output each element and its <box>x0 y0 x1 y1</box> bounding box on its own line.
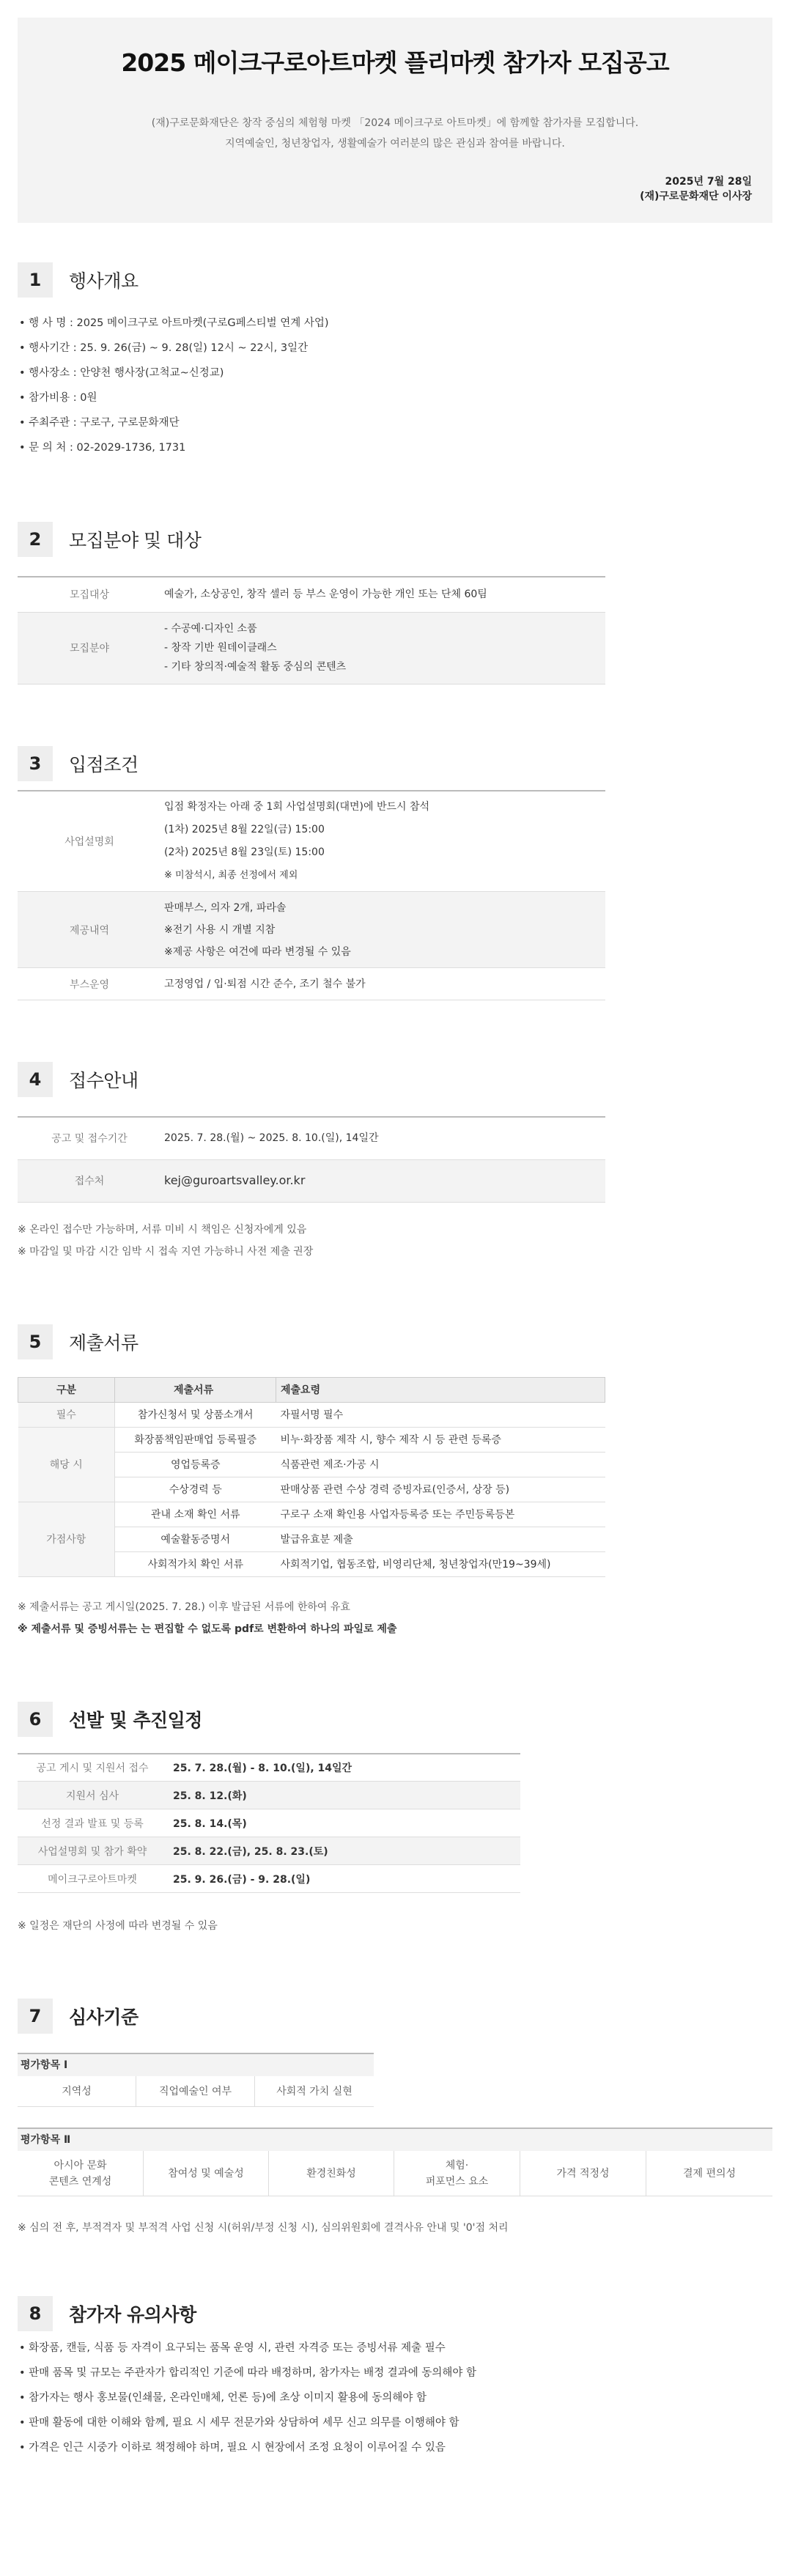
evaluation-caption: 평가항목 Ⅰ <box>18 2054 374 2076</box>
evaluation-table-2 <box>18 2127 772 2196</box>
criterion-cell: 환경친화성 <box>269 2151 394 2196</box>
section-required-documents <box>18 1324 772 1640</box>
column-header: 제출서류 <box>115 1377 276 1402</box>
table-row <box>18 1754 520 1782</box>
criterion-line: 아시아 문화 <box>53 2159 107 2171</box>
overview-item: • 문 의 처 : 02-2029-1736, 1731 <box>19 442 186 454</box>
provide-value <box>161 892 605 968</box>
doc-name: 수상경력 등 <box>115 1477 276 1502</box>
booth-value: 고정영업 / 입·퇴점 시간 준수, 조기 철수 불가 <box>161 968 605 1000</box>
documents-table <box>18 1377 605 1577</box>
criterion-cell: 사회적 가치 실현 <box>255 2076 374 2107</box>
doc-name: 영업등록증 <box>115 1452 276 1477</box>
schedule-date: 25. 8. 22.(금), 25. 8. 23.(토) <box>167 1837 520 1865</box>
table-row <box>18 791 605 892</box>
table-row <box>18 1809 520 1837</box>
provide-item: ※전기 사용 시 개별 지참 <box>164 923 276 936</box>
section-title: 행사개요 <box>69 270 139 292</box>
note-text: ※ 제출서류는 공고 게시일(2025. 7. 28.) 이후 발급된 서류에 한하여 유효 <box>18 1601 350 1613</box>
section-heading <box>18 1062 772 1097</box>
schedule-step: 지원서 심사 <box>18 1782 167 1809</box>
criterion-cell <box>394 2151 520 2196</box>
notice-item: • 화장품, 캔들, 식품 등 자격이 요구되는 품목 운영 시, 관련 자격증 또는 증빙서류 제출 필수 <box>19 2342 446 2354</box>
table-row <box>18 1117 605 1159</box>
target-value: 예술가, 소상공인, 창작 셀러 등 부스 운영이 가능한 개인 또는 단체 60팀 <box>161 577 605 612</box>
briefing-item: (2차) 2025년 8월 23일(토) 15:00 <box>164 846 325 858</box>
group-bonus: 가점사항 <box>18 1502 115 1576</box>
table-row <box>18 2076 374 2107</box>
criterion-cell: 결제 편의성 <box>646 2151 772 2196</box>
table-row <box>18 2151 772 2196</box>
doc-name: 참가신청서 및 상품소개서 <box>115 1402 276 1427</box>
section-heading <box>18 262 772 298</box>
column-header: 구분 <box>18 1377 115 1402</box>
section-title: 입점조건 <box>69 753 139 775</box>
section-title: 참가자 유의사항 <box>69 2304 196 2325</box>
briefing-item: 입점 확정자는 아래 중 1회 사업설명회(대면)에 반드시 참석 <box>164 800 430 813</box>
overview-item: • 참가비용 : 0원 <box>19 392 97 404</box>
doc-name: 예술활동증명서 <box>115 1527 276 1551</box>
criterion-cell: 직업예술인 여부 <box>136 2076 255 2107</box>
table-row <box>18 1502 605 1527</box>
provide-label: 제공내역 <box>18 892 161 968</box>
section-recruitment-field <box>18 522 772 684</box>
notice-page <box>0 18 790 2490</box>
criterion-cell: 가격 적정성 <box>520 2151 646 2196</box>
section-heading <box>18 746 772 781</box>
recruitment-table <box>18 576 605 684</box>
note-text: ※ 온라인 접수만 가능하며, 서류 미비 시 책임은 신청자에게 있음 <box>18 1223 307 1236</box>
section-number: 6 <box>18 1702 53 1737</box>
criterion-line: 퍼포먼스 요소 <box>425 2175 489 2188</box>
evaluation-notes <box>18 2217 772 2239</box>
section-entry-conditions <box>18 746 772 1001</box>
briefing-label: 사업설명회 <box>18 791 161 892</box>
section-title: 접수안내 <box>69 1070 139 1091</box>
page-title: 2025 메이크구로아트마켓 플리마켓 참가자 모집공고 <box>121 48 669 77</box>
section-heading <box>18 1324 772 1359</box>
email-label: 접수처 <box>18 1159 161 1202</box>
table-row <box>18 1402 605 1427</box>
documents-notes <box>18 1596 772 1640</box>
notice-item: • 판매 활동에 대한 이해와 함께, 필요 시 세무 전문가와 상담하여 세무 신고 의무를 이행해야 함 <box>19 2417 459 2429</box>
intro-text <box>18 113 772 154</box>
schedule-date: 25. 8. 14.(목) <box>167 1809 520 1837</box>
section-number: 4 <box>18 1062 53 1097</box>
section-number: 5 <box>18 1324 53 1359</box>
conditions-table <box>18 790 605 1001</box>
target-label: 모집대상 <box>18 577 161 612</box>
evaluation-table-1 <box>18 2053 374 2107</box>
note-text: ※ 마감일 및 마감 시간 임박 시 접속 지연 가능하니 사전 제출 권장 <box>18 1245 314 1258</box>
section-event-overview <box>18 262 772 460</box>
overview-item: • 주최주관 : 구로구, 구로문화재단 <box>19 417 180 429</box>
notice-item: • 판매 품목 및 규모는 주관자가 합리적인 기준에 따라 배정하며, 참가자는 배정 결과에 동의해야 함 <box>19 2367 476 2379</box>
table-row <box>18 1837 520 1865</box>
provide-item: 판매부스, 의자 2개, 파라솔 <box>164 901 287 914</box>
group-applicable: 해당 시 <box>18 1427 115 1502</box>
application-table <box>18 1116 605 1203</box>
overview-list <box>19 311 772 460</box>
schedule-step: 사업설명회 및 참가 확약 <box>18 1837 167 1865</box>
period-label: 공고 및 접수기간 <box>18 1117 161 1159</box>
section-title: 심사기준 <box>69 2007 139 2028</box>
schedule-date: 25. 9. 26.(금) - 9. 28.(일) <box>167 1865 520 1893</box>
section-application-guide <box>18 1062 772 1263</box>
section-number: 7 <box>18 1999 53 2034</box>
signature-block <box>640 174 752 204</box>
field-item: - 수공예·디자인 소품 <box>164 623 257 635</box>
issuing-organization: (재)구로문화재단 이사장 <box>640 191 752 202</box>
criterion-cell <box>18 2151 144 2196</box>
criterion-line: 콘텐츠 연계성 <box>48 2175 112 2188</box>
field-value <box>161 612 605 684</box>
section-evaluation-criteria <box>18 1999 772 2239</box>
briefing-value <box>161 791 605 892</box>
schedule-date: 25. 7. 28.(월) - 8. 10.(일), 14일간 <box>167 1754 520 1782</box>
notice-item: • 가격은 인근 시중가 이하로 책정해야 하며, 필요 시 현장에서 조정 요청이 이루어질 수 있음 <box>19 2442 446 2454</box>
doc-note: 판매상품 관련 수상 경력 증빙자료(인증서, 상장 등) <box>276 1477 605 1502</box>
section-number: 8 <box>18 2296 53 2331</box>
doc-note: 발급유효분 제출 <box>276 1527 605 1551</box>
section-participant-notes <box>18 2296 772 2460</box>
schedule-notes <box>18 1915 772 1937</box>
doc-note: 사회적기업, 협동조합, 비영리단체, 청년창업자(만19~39세) <box>276 1551 605 1576</box>
notice-header <box>18 18 772 223</box>
criterion-line: 체험· <box>445 2159 469 2171</box>
schedule-table <box>18 1753 520 1894</box>
note-text-bold: ※ 제출서류 및 증빙서류는 는 편집할 수 없도록 pdf로 변환하여 하나의 파일로 제출 <box>18 1623 397 1635</box>
email-value: kej@guroartsvalley.or.kr <box>161 1159 605 1202</box>
briefing-item: ※ 미참석시, 최종 선정에서 제외 <box>164 869 298 881</box>
schedule-step: 메이크구로아트마켓 <box>18 1865 167 1893</box>
section-number: 2 <box>18 522 53 557</box>
section-heading <box>18 1702 772 1737</box>
application-notes <box>18 1219 772 1263</box>
doc-name: 사회적가치 확인 서류 <box>115 1551 276 1576</box>
group-required: 필수 <box>18 1402 115 1427</box>
doc-note: 비누·화장품 제작 시, 향수 제작 시 등 관련 등록증 <box>276 1427 605 1452</box>
note-text: ※ 심의 전 후, 부적격자 및 부적격 사업 신청 시(허위/부정 신청 시), 심의위원회에 결격사유 안내 및 '0'점 처리 <box>18 2222 509 2234</box>
notice-item: • 참가자는 행사 홍보물(인쇄물, 온라인매체, 언론 등)에 초상 이미지 활용에 동의해야 함 <box>19 2392 427 2404</box>
section-title: 모집분야 및 대상 <box>69 530 202 551</box>
table-row <box>18 1427 605 1452</box>
table-row <box>18 577 605 612</box>
section-heading <box>18 2296 772 2331</box>
table-header-row <box>18 1377 605 1402</box>
provide-item: ※제공 사항은 여건에 따라 변경될 수 있음 <box>164 945 351 958</box>
criterion-cell: 참여성 및 예술성 <box>144 2151 269 2196</box>
doc-note: 식품관련 제조·가공 시 <box>276 1452 605 1477</box>
field-item: - 기타 창의적·예술적 활동 중심의 콘텐츠 <box>164 661 347 673</box>
doc-note: 구로구 소재 확인용 사업자등록증 또는 주민등록등본 <box>276 1502 605 1527</box>
table-row <box>18 1865 520 1893</box>
field-label: 모집분야 <box>18 612 161 684</box>
doc-note: 자필서명 필수 <box>276 1402 605 1427</box>
column-header: 제출요령 <box>276 1377 605 1402</box>
overview-item: • 행사장소 : 안양천 행사장(고척교~신정교) <box>19 367 224 379</box>
notice-date: 2025년 7월 28일 <box>665 176 752 188</box>
section-number: 3 <box>18 746 53 781</box>
section-heading <box>18 1999 772 2034</box>
section-title: 제출서류 <box>69 1332 139 1354</box>
section-title: 선발 및 추진일정 <box>69 1709 202 1731</box>
intro-line-1: (재)구로문화재단은 창작 중심의 체험형 마켓 「2024 메이크구로 아트마켓」에 함께할 참가자를 모집합니다. <box>151 117 639 129</box>
field-item: - 창작 기반 원데이클래스 <box>164 642 277 654</box>
schedule-step: 선정 결과 발표 및 등록 <box>18 1809 167 1837</box>
table-row <box>18 1782 520 1809</box>
doc-name: 화장품책임판매업 등록필증 <box>115 1427 276 1452</box>
table-row <box>18 1159 605 1202</box>
table-row <box>18 892 605 968</box>
overview-item: • 행사기간 : 25. 9. 26(금) ~ 9. 28(일) 12시 ~ 22시, 3일간 <box>19 342 309 354</box>
table-row <box>18 612 605 684</box>
period-value: 2025. 7. 28.(월) ~ 2025. 8. 10.(일), 14일간 <box>161 1117 605 1159</box>
table-row <box>18 968 605 1000</box>
doc-name: 관내 소재 확인 서류 <box>115 1502 276 1527</box>
section-heading <box>18 522 772 557</box>
participant-notes-list <box>19 2336 772 2460</box>
criterion-cell: 지역성 <box>18 2076 136 2107</box>
schedule-step: 공고 게시 및 지원서 접수 <box>18 1754 167 1782</box>
overview-item: • 행 사 명 : 2025 메이크구로 아트마켓(구로G페스티벌 연계 사업) <box>19 317 329 329</box>
evaluation-caption: 평가항목 Ⅱ <box>18 2129 772 2151</box>
section-number: 1 <box>18 262 53 298</box>
briefing-item: (1차) 2025년 8월 22일(금) 15:00 <box>164 823 325 835</box>
intro-line-2: 지역예술인, 청년창업자, 생활예술가 여러분의 많은 관심과 참여를 바랍니다. <box>225 138 565 150</box>
schedule-date: 25. 8. 12.(화) <box>167 1782 520 1809</box>
note-text: ※ 일정은 재단의 사정에 따라 변경될 수 있음 <box>18 1920 218 1932</box>
booth-label: 부스운영 <box>18 968 161 1000</box>
section-selection-schedule <box>18 1702 772 1938</box>
